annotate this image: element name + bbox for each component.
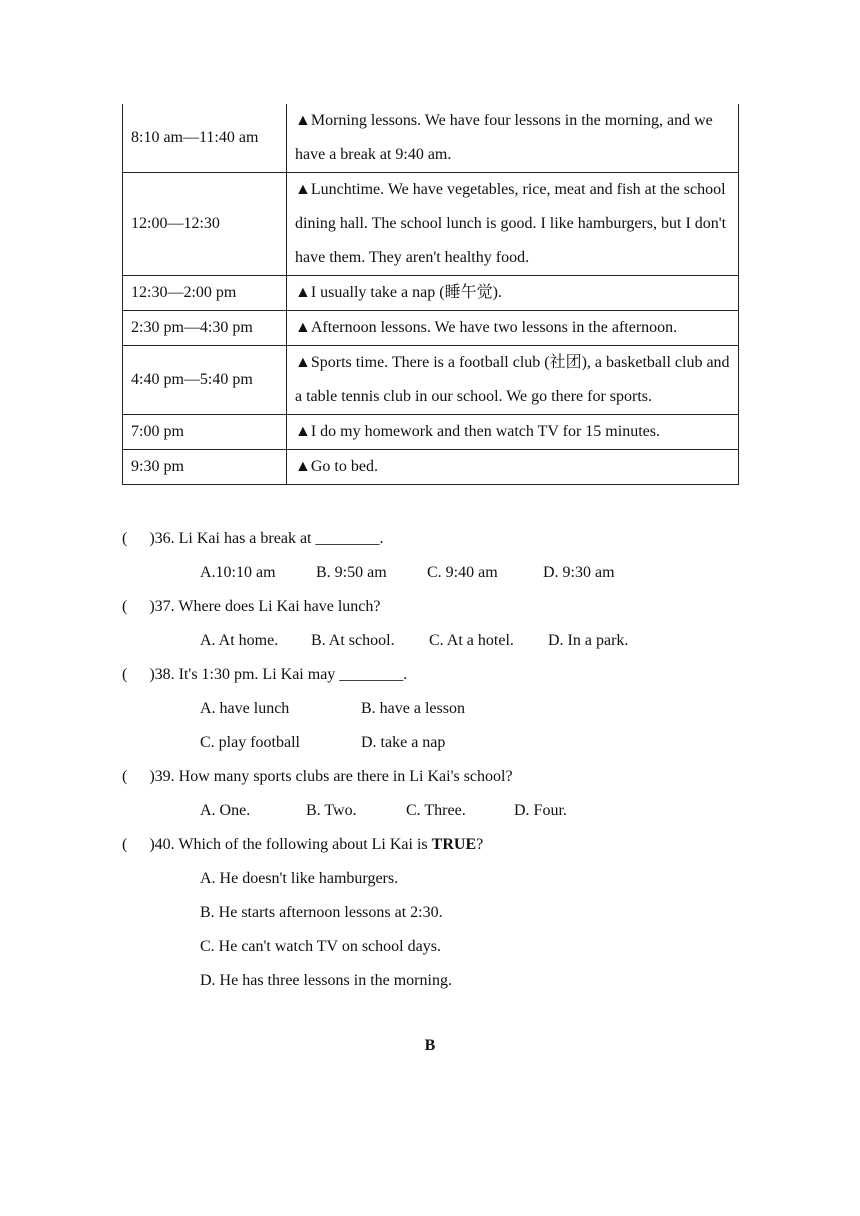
schedule-time: 12:30—2:00 pm (123, 276, 287, 311)
question-list (122, 522, 742, 998)
option-a[interactable]: A. One. (200, 802, 251, 819)
option-row (122, 930, 742, 964)
schedule-activity: ▲Sports time. There is a football club (社团), a basketball club and a table tennis club in our school. We go there for sports. (287, 346, 739, 415)
schedule-time: 4:40 pm—5:40 pm (123, 346, 287, 415)
option-b[interactable]: B. He starts afternoon lessons at 2:30. (200, 904, 443, 921)
answer-paren-close: ) (149, 666, 155, 683)
section-heading: B (424, 1037, 436, 1054)
question-stem: 37. Where does Li Kai have lunch? (154, 598, 381, 615)
option-a[interactable]: A.10:10 am (200, 564, 276, 581)
question-stem: 38. It's 1:30 pm. Li Kai may ________. (154, 666, 408, 683)
option-row (122, 726, 742, 760)
option-d[interactable]: D. He has three lessons in the morning. (200, 972, 452, 989)
question-stem: 39. How many sports clubs are there in Li Kai's school? (154, 768, 513, 785)
schedule-time: 12:00—12:30 (123, 173, 287, 276)
option-c[interactable]: C. play football (200, 734, 300, 751)
question-40 (122, 828, 742, 862)
option-b[interactable]: B. Two. (306, 802, 357, 819)
option-a[interactable]: A. He doesn't like hamburgers. (200, 870, 399, 887)
option-a[interactable]: A. At home. (200, 632, 279, 649)
option-c[interactable]: C. 9:40 am (427, 564, 498, 581)
option-d[interactable]: D. In a park. (548, 632, 629, 649)
option-d[interactable]: D. 9:30 am (543, 564, 615, 581)
question-36 (122, 522, 742, 556)
schedule-table (122, 104, 739, 485)
answer-paren-open: ( (122, 598, 128, 615)
question-37 (122, 590, 742, 624)
option-row (122, 692, 742, 726)
schedule-activity: ▲I do my homework and then watch TV for 15 minutes. (287, 415, 739, 450)
schedule-activity: ▲I usually take a nap (睡午觉). (287, 276, 739, 311)
answer-paren-close: ) (149, 768, 155, 785)
schedule-row (123, 104, 739, 173)
option-row (122, 862, 742, 896)
schedule-row (123, 173, 739, 276)
schedule-activity: ▲Afternoon lessons. We have two lessons in the afternoon. (287, 311, 739, 346)
schedule-time: 2:30 pm—4:30 pm (123, 311, 287, 346)
schedule-activity: ▲Morning lessons. We have four lessons in the morning, and we have a break at 9:40 am. (287, 104, 739, 173)
question-stem-tail: ? (476, 836, 484, 853)
schedule-row (123, 415, 739, 450)
schedule-row (123, 311, 739, 346)
question-38 (122, 658, 742, 692)
answer-paren-open: ( (122, 666, 128, 683)
option-row (122, 964, 742, 998)
option-b[interactable]: B. have a lesson (361, 700, 465, 717)
schedule-activity: ▲Lunchtime. We have vegetables, rice, meat and fish at the school dining hall. The school lunch is good. I like hamburgers, but I don't have them. They aren't healthy food. (287, 173, 739, 276)
option-c[interactable]: C. Three. (406, 802, 466, 819)
answer-paren-open: ( (122, 768, 128, 785)
question-39 (122, 760, 742, 794)
question-stem: 36. Li Kai has a break at ________. (154, 530, 384, 547)
answer-paren-close: ) (149, 530, 155, 547)
option-c[interactable]: C. He can't watch TV on school days. (200, 938, 441, 955)
question-stem: 40. Which of the following about Li Kai is (154, 836, 432, 853)
option-row (122, 896, 742, 930)
option-row (122, 556, 742, 590)
schedule-row (123, 276, 739, 311)
schedule-time: 7:00 pm (123, 415, 287, 450)
schedule-activity: ▲Go to bed. (287, 450, 739, 485)
option-b[interactable]: B. At school. (311, 632, 395, 649)
question-emphasis: TRUE (431, 836, 477, 853)
option-d[interactable]: D. Four. (514, 802, 567, 819)
answer-paren-open: ( (122, 836, 128, 853)
schedule-time: 8:10 am—11:40 am (123, 104, 287, 173)
option-row (122, 794, 742, 828)
option-c[interactable]: C. At a hotel. (429, 632, 514, 649)
schedule-row (123, 450, 739, 485)
option-a[interactable]: A. have lunch (200, 700, 290, 717)
answer-paren-close: ) (149, 836, 155, 853)
answer-paren-close: ) (149, 598, 155, 615)
schedule-row (123, 346, 739, 415)
schedule-time: 9:30 pm (123, 450, 287, 485)
option-row (122, 624, 742, 658)
answer-paren-open: ( (122, 530, 128, 547)
option-b[interactable]: B. 9:50 am (316, 564, 387, 581)
option-d[interactable]: D. take a nap (361, 734, 446, 751)
